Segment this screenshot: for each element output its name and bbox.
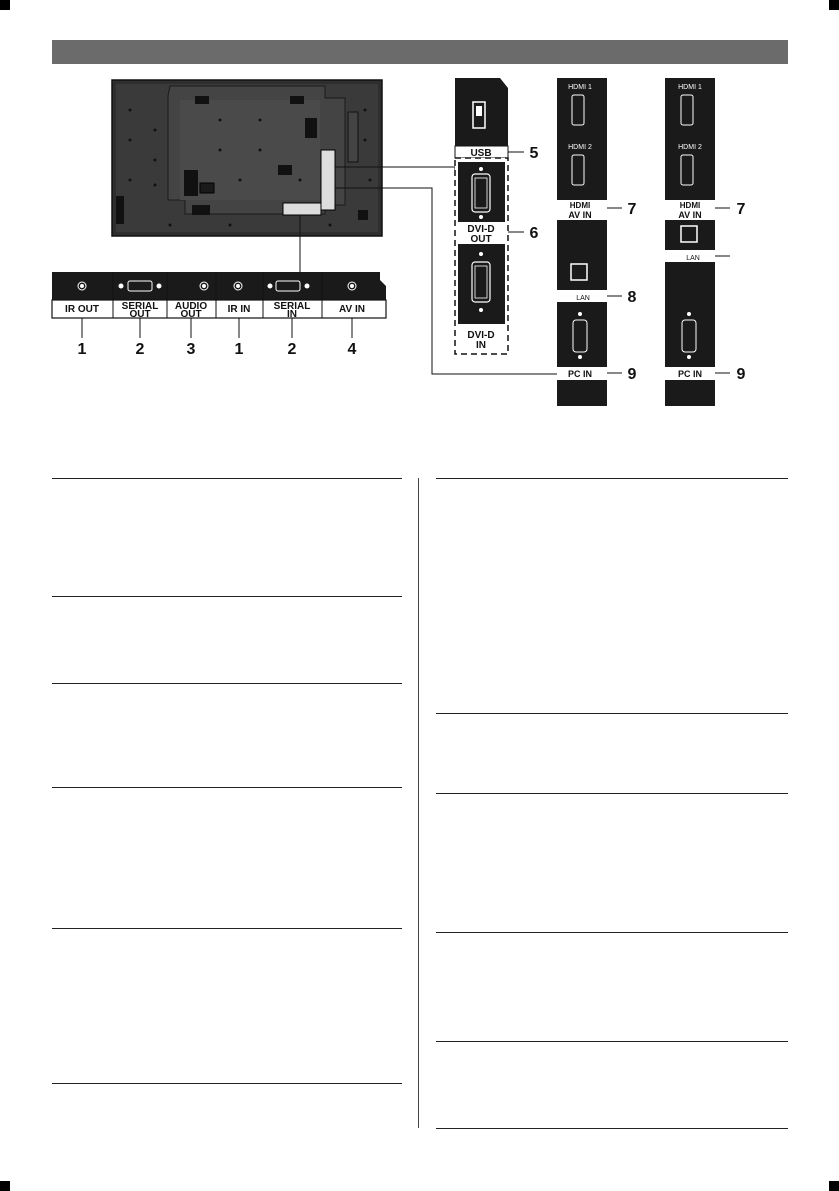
section-divider [436,713,788,714]
label-dvi-in-top: DVI-D [467,330,495,341]
label-ir-in: IR IN [227,304,251,315]
section-divider [436,932,788,933]
label-audio-out-bottom: OUT [180,309,202,320]
label-dvi-out-bottom: OUT [470,234,492,245]
section-divider [436,478,788,479]
label-audio-out-top: AUDIO [174,301,208,312]
section-divider [52,478,402,479]
callout-number: 5 [529,145,539,162]
label-pc-in: PC IN [677,369,703,379]
callout-number: 9 [736,366,746,383]
label-dvi-in-bottom: IN [476,340,486,351]
callout-number: 7 [627,201,637,218]
label-serial-in-top: SERIAL [273,301,311,312]
section-divider [436,793,788,794]
section-divider [52,787,402,788]
hdmi-logo: HDMI [569,201,591,210]
label-serial-out-top: SERIAL [121,301,159,312]
display-rear-view [112,80,382,236]
section-divider [52,1083,402,1084]
callout-number: 2 [135,341,145,358]
callout-number: 2 [287,341,297,358]
label-lan: LAN [576,295,590,302]
section-divider [436,1128,788,1129]
crop-mark-bottom-right [829,1181,839,1191]
column-divider [418,478,419,1128]
section-divider [52,683,402,684]
label-hdmi2: HDMI 2 [678,144,702,151]
hdmi-panel-b [665,78,730,406]
callout-number: 7 [736,201,746,218]
label-av-in: AV IN [568,210,592,220]
callout-number: 1 [77,341,87,358]
crop-mark-bottom-left [0,1181,10,1191]
section-divider [52,928,402,929]
connector-strip [52,272,386,318]
callout-number: 9 [627,366,637,383]
section-divider [436,1041,788,1042]
hdmi-logo: HDMI [679,201,701,210]
section-divider [52,596,402,597]
callout-number: 8 [627,289,637,306]
callout-number: 1 [234,341,244,358]
label-lan: LAN [686,255,700,262]
usb-dvi-panel [455,78,524,354]
label-hdmi2: HDMI 2 [568,144,592,151]
label-hdmi1: HDMI 1 [568,84,592,91]
callout-number: 4 [347,341,357,358]
hdmi-panel-a [557,78,622,406]
label-usb: USB [470,148,492,159]
label-av-in: AV IN [678,210,702,220]
callout-number: 6 [529,225,539,242]
label-dvi-out-top: DVI-D [467,224,495,235]
connector-figure [0,0,839,430]
label-hdmi1: HDMI 1 [678,84,702,91]
callout-number: 3 [186,341,196,358]
label-ir-out: IR OUT [65,304,99,315]
label-serial-in-bottom: IN [287,309,297,320]
label-serial-out-bottom: OUT [129,309,151,320]
label-pc-in: PC IN [567,369,593,379]
label-av-in: AV IN [339,304,365,315]
